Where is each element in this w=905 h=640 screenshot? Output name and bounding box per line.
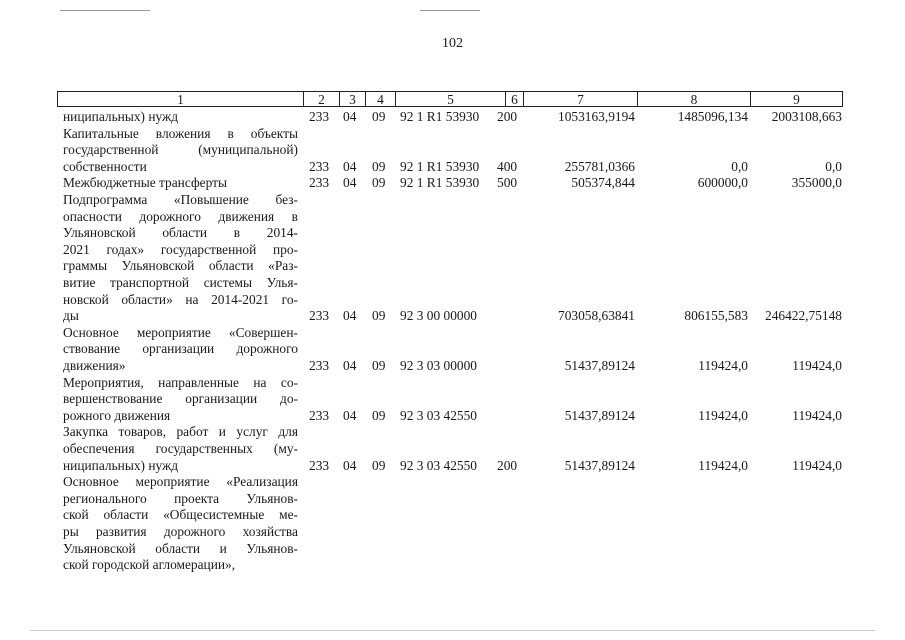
- cell-c8: 119424,0: [698, 407, 748, 423]
- table-row: [0, 109, 905, 126]
- table-row: [0, 192, 905, 325]
- page-number: 102: [442, 36, 463, 51]
- cell-c7: 51437,89124: [564, 357, 635, 373]
- table-row: [0, 175, 905, 192]
- description-line: ры развития дорожного хозяйства: [63, 523, 298, 539]
- cell-c8: 0,0: [731, 158, 748, 174]
- header-cell: 6: [505, 91, 523, 107]
- cell-c3: 04: [343, 308, 357, 324]
- header-cell: 1: [57, 91, 303, 107]
- description-line: витие транспортной системы Улья-: [63, 274, 298, 290]
- description-line: собственности: [63, 158, 147, 174]
- row-description: [63, 126, 298, 176]
- cell-c9: 246422,75148: [765, 308, 842, 324]
- cell-c9: 2003108,663: [771, 109, 842, 124]
- header-cell: 2: [303, 91, 339, 107]
- cell-c2: 233: [309, 457, 330, 473]
- scan-noise: [30, 630, 875, 631]
- cell-c7: 505374,844: [571, 175, 635, 191]
- description-line: государственной (муниципальной): [63, 142, 298, 158]
- description-line: ды: [63, 308, 79, 324]
- description-line: ниципальных) нужд: [63, 457, 179, 473]
- cell-c9: 0,0: [825, 158, 842, 174]
- cell-c7: 255781,0366: [564, 158, 635, 174]
- header-cell: 3: [339, 91, 365, 107]
- cell-c8: 600000,0: [697, 175, 748, 191]
- cell-c8: 119424,0: [698, 357, 748, 373]
- cell-c6: 500: [497, 175, 518, 191]
- table-header-row: [57, 91, 843, 108]
- cell-c3: 04: [343, 457, 357, 473]
- description-line: обеспечения государственных (му-: [63, 440, 298, 456]
- table-row: [0, 126, 905, 176]
- cell-c9: 355000,0: [791, 175, 842, 191]
- row-description: [63, 325, 298, 375]
- cell-c2: 233: [309, 109, 330, 124]
- header-cell: 5: [395, 91, 505, 107]
- cell-c5: 92 1 R1 53930: [400, 109, 480, 124]
- cell-c9: 119424,0: [792, 457, 842, 473]
- header-cell: 7: [523, 91, 637, 107]
- description-line: новской области» на 2014-2021 го-: [63, 291, 298, 307]
- cell-c5: 92 3 03 00000: [400, 357, 477, 373]
- cell-c4: 09: [372, 407, 386, 423]
- cell-c5: 92 3 03 42550: [400, 407, 477, 423]
- header-cell: 4: [365, 91, 395, 107]
- row-description: [63, 375, 298, 425]
- row-description: [63, 474, 298, 574]
- table-row: [0, 474, 905, 574]
- cell-c4: 09: [372, 308, 386, 324]
- cell-c2: 233: [309, 308, 330, 324]
- description-line: Межбюджетные трансферты: [63, 175, 227, 191]
- cell-c2: 233: [309, 357, 330, 373]
- table-body: [0, 109, 905, 574]
- description-line: Подпрограмма «Повышение без-: [63, 191, 298, 207]
- row-description: [63, 175, 298, 192]
- cell-c2: 233: [309, 175, 330, 191]
- cell-c6: 200: [497, 457, 518, 473]
- cell-c6: 400: [497, 158, 518, 174]
- description-line: Ульяновской области в 2014-: [63, 225, 298, 241]
- cell-c3: 04: [343, 407, 357, 423]
- cell-c8: 806155,583: [684, 308, 748, 324]
- cell-c4: 09: [372, 158, 386, 174]
- description-line: регионального проекта Ульянов-: [63, 490, 298, 506]
- header-cell: 9: [750, 91, 843, 107]
- description-line: Основное мероприятие «Совершен-: [63, 324, 298, 340]
- cell-c6: 200: [497, 109, 518, 124]
- table-row: [0, 375, 905, 425]
- description-line: Основное мероприятие «Реализация: [63, 474, 298, 490]
- description-line: Ульяновской области и Ульянов-: [63, 540, 298, 556]
- cell-c5: 92 1 R1 53930: [400, 158, 480, 174]
- cell-c3: 04: [343, 357, 357, 373]
- cell-c7: 51437,89124: [564, 407, 635, 423]
- description-line: Капитальные вложения в объекты: [63, 125, 298, 141]
- scan-noise: [60, 10, 150, 11]
- cell-c3: 04: [343, 109, 357, 124]
- description-line: Мероприятия, направленные на со-: [63, 374, 298, 390]
- cell-c5: 92 3 03 42550: [400, 457, 477, 473]
- table-row: [0, 325, 905, 375]
- cell-c3: 04: [343, 158, 357, 174]
- cell-c2: 233: [309, 407, 330, 423]
- header-cell: 8: [637, 91, 750, 107]
- description-line: Закупка товаров, работ и услуг для: [63, 424, 298, 440]
- description-line: опасности дорожного движения в: [63, 208, 298, 224]
- description-line: ниципальных) нужд: [63, 109, 179, 124]
- table-row: [0, 424, 905, 474]
- cell-c8: 1485096,134: [677, 109, 748, 124]
- cell-c7: 51437,89124: [564, 457, 635, 473]
- row-description: [63, 192, 298, 325]
- description-line: граммы Ульяновской области «Раз-: [63, 258, 298, 274]
- cell-c3: 04: [343, 175, 357, 191]
- description-line: рожного движения: [63, 407, 171, 423]
- description-line: вершенствование организации до-: [63, 391, 298, 407]
- cell-c9: 119424,0: [792, 407, 842, 423]
- row-description: [63, 109, 298, 126]
- description-line: ской области «Общесистемные ме-: [63, 507, 298, 523]
- row-description: [63, 424, 298, 474]
- cell-c9: 119424,0: [792, 357, 842, 373]
- cell-c4: 09: [372, 175, 386, 191]
- cell-c8: 119424,0: [698, 457, 748, 473]
- description-line: ствование организации дорожного: [63, 341, 298, 357]
- cell-c5: 92 1 R1 53930: [400, 175, 480, 191]
- description-line: 2021 годах» государственной про-: [63, 241, 298, 257]
- description-line: ской городской агломерации»,: [63, 557, 236, 573]
- cell-c2: 233: [309, 158, 330, 174]
- cell-c5: 92 3 00 00000: [400, 308, 477, 324]
- cell-c4: 09: [372, 357, 386, 373]
- description-line: движения»: [63, 357, 126, 373]
- cell-c4: 09: [372, 109, 386, 124]
- cell-c7: 703058,63841: [558, 308, 635, 324]
- cell-c4: 09: [372, 457, 386, 473]
- scan-noise: [420, 10, 480, 11]
- cell-c7: 1053163,9194: [558, 109, 635, 124]
